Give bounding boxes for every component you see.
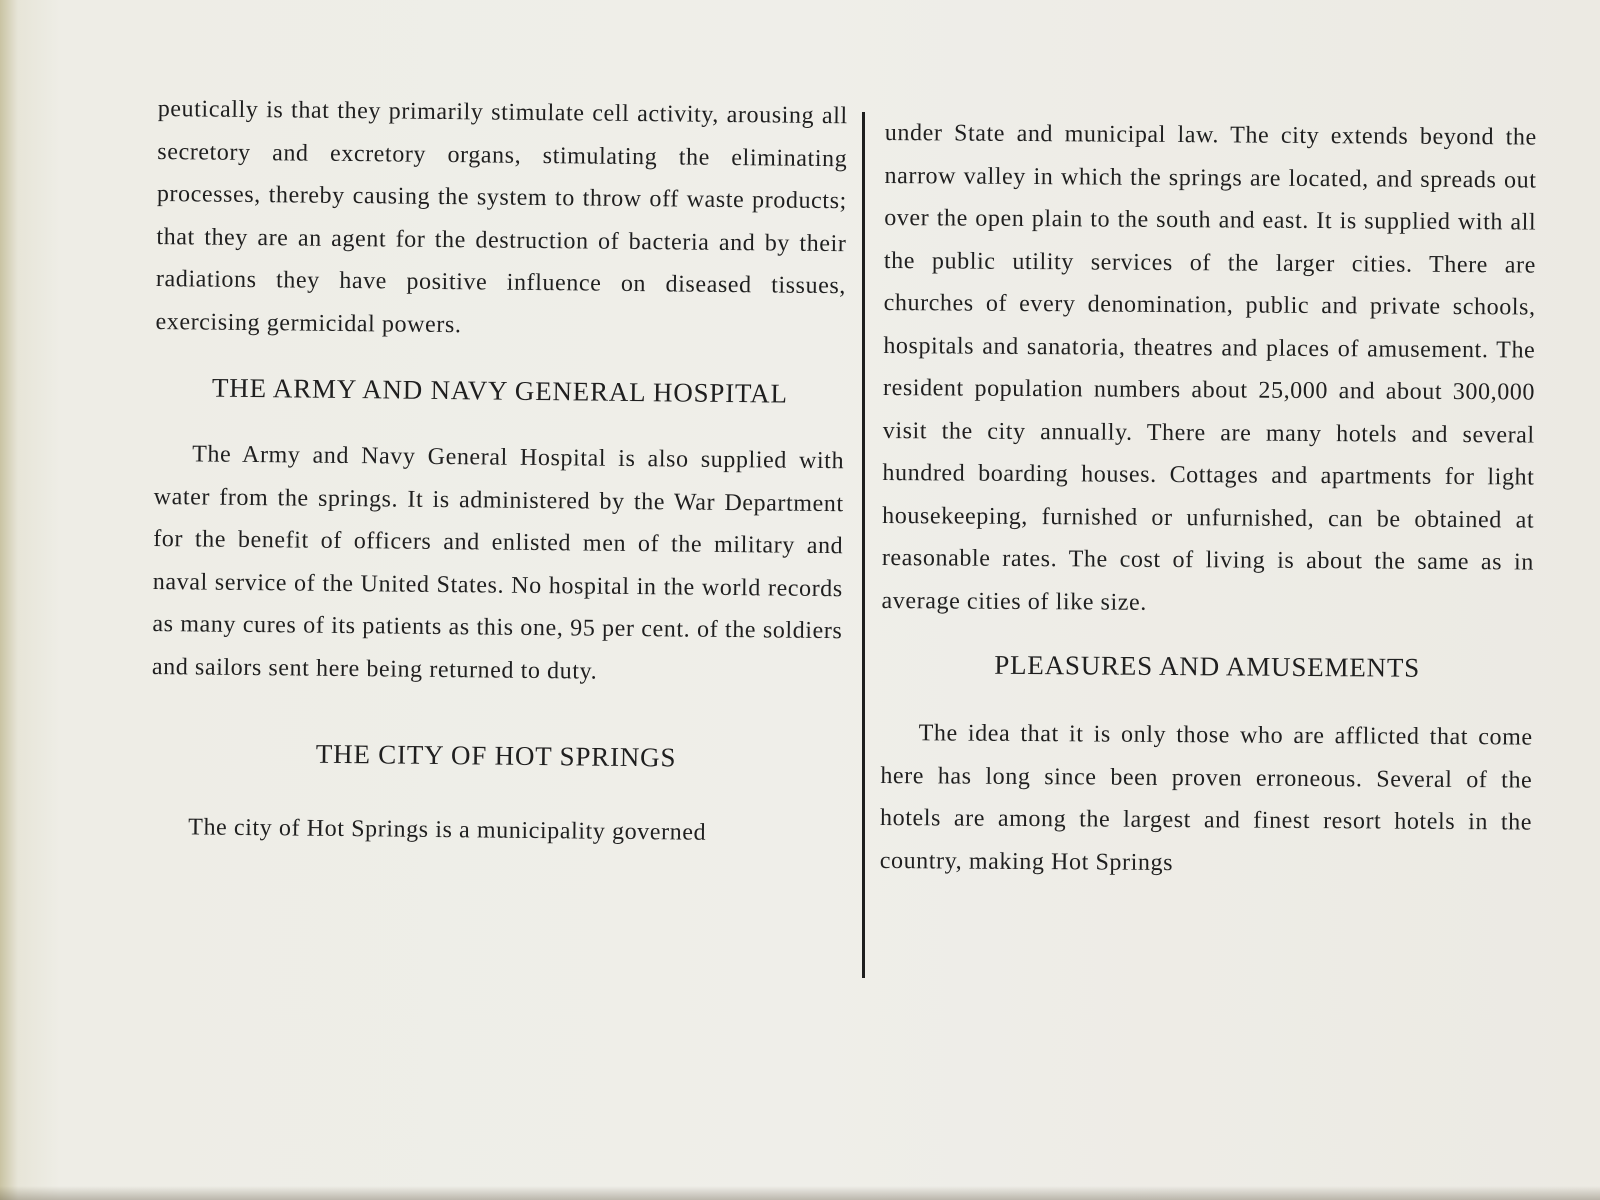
heading-pleasures-amusements: PLEASURES AND AMUSEMENTS: [994, 649, 1421, 683]
left-column: [150, 88, 848, 856]
paragraph-army-navy-hospital: The Army and Navy General Hospital is also supplied with water from the springs. It is administered by the War Department for the benefit of officers and enlisted men of the military and naval service of the United States. No hospital in the world records as many cures of its patients as this one, 95 per cent. of the soldiers and sailors sent here being returned to duty.: [151, 441, 845, 685]
paragraph-city-continued: under State and municipal law. The city extends beyond the narrow valley in which the springs are located, and spreads out over the open plain to the south and east. It is supplied with all the public utility services of the larger cities. There are churches of every denomination, public and private schools, hospitals and sanatoria, theatres and places of amusement. The resident population numbers about 25,000 and about 300,000 visit the city annually. There are many hotels and several hundred boarding houses. Cottages and apartments for light housekeeping, furnished or unfurnished, can be obtained at reasonable rates. The cost of living is about the same as in average cities of like size.: [881, 119, 1537, 616]
paragraph-therapeutic-effects: peutically is that they primarily stimulate cell activity, arousing all secretory and excretory organs, stimulating the eliminating processes, thereby causing the system to throw off waste products; that they are an agent for the destruction of bacteria and by their radiations they have positive influence on diseased tissues, exercising germicidal powers.: [155, 95, 848, 338]
paragraph-pleasures-amusements: The idea that it is only those who are afflicted that come here has long since been proven erroneous. Several of the hotels are among the largest and finest resort hotels in the country, making Hot Springs: [879, 720, 1533, 876]
page-edge-shadow: [0, 1186, 1600, 1200]
right-column: [880, 112, 1537, 887]
heading-army-navy-hospital: THE ARMY AND NAVY GENERAL HOSPITAL: [211, 372, 788, 409]
paragraph-city-start: The city of Hot Springs is a municipality governed: [188, 814, 707, 846]
heading-city-of-hot-springs: THE CITY OF HOT SPRINGS: [315, 738, 677, 773]
column-divider-rule: [862, 112, 865, 978]
